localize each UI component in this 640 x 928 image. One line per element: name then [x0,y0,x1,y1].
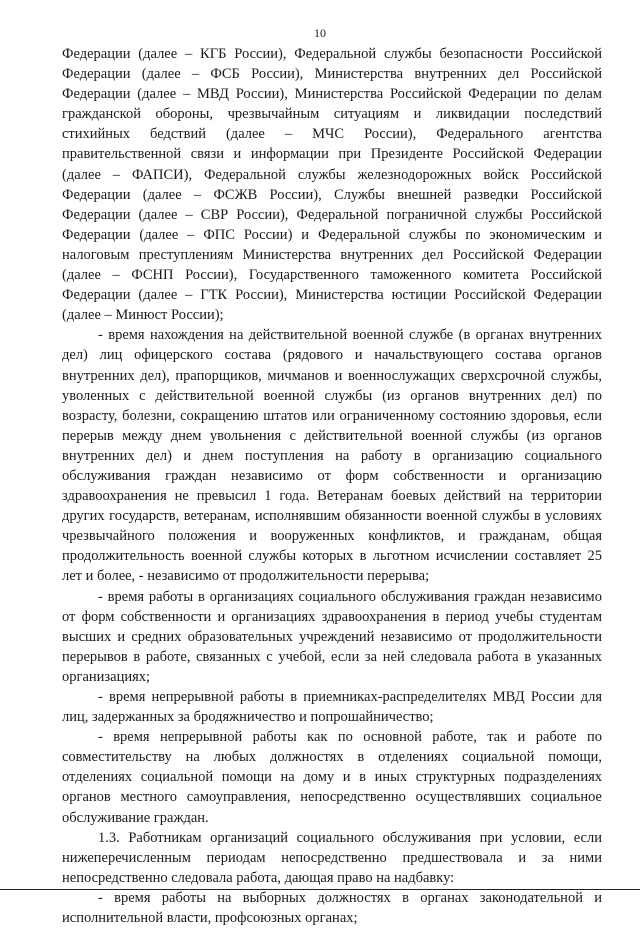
paragraph-elected-positions: - время работы на выборных должностях в органах законодательной и исполнительной власти, профсоюзных органах; [62,889,602,927]
paragraph-agencies-list: Федерации (далее – КГБ России), Федеральной службы безопасности Российской Федерации (далее – ФСБ России), Министерства внутренних дел Российской Федерации (далее – МВД России), Министерства Российской Федерации по делам гражданской обороны, чрезвычайным ситуациям и ликвидации последствий стихийных бедствий (далее – МЧС России), Федерального агентства правительственной связи и информации при Президенте Российской Федерации (далее – ФАПСИ), Федеральной службы железнодорожных войск Российской Федерации (далее – ФСЖВ России), Службы внешней разведки Российской Федерации (далее – СВР России), Федеральной пограничной службы Российской Федерации (далее – ФПС России) и Федеральной службы по экономическим и налоговым преступлениям Министерства внутренних дел Российской Федерации (далее – ФСНП России), Государственного таможенного комитета Российской Федерации (далее – ГТК России), Министерства юстиции Российской Федерации (далее – Минюст России); [62,46,602,324]
bottom-divider [0,889,640,890]
page-number: 10 [314,26,326,40]
paragraph-section-1-3: 1.3. Работникам организаций социального обслуживания при условии, если нижеперечисленным периодам непосредственно предшествовала и за ними непосредственно следовала работа, дающая право на надбавку: [62,829,602,886]
paragraph-social-assistance: - время непрерывной работы как по основной работе, так и работе по совместительству на любых должностях в отделениях социальной помощи, отделениях социальной помощи на дому и в иных структурных подразделениях органов местного самоуправления, непосредственно осуществлявших социальное обслуживание граждан. [62,729,602,826]
paragraph-military-service: - время нахождения на действительной военной службе (в органах внутренних дел) лиц офицерского состава (рядового и начальствующего состава органов внутренних дел), прапорщиков, мичманов и военнослужащих сверхсрочной службы, уволенных с действительной военной службы (из органов внутренних дел) по возрасту, болезни, сокращению штатов или ограниченному состоянию здоровья, если перерыв между днем увольнения с действительной военной службы (из органов внутренних дел) и днем поступления на работу в организацию социального обслуживания граждан независимо от форм собственности и организацию здравоохранения не превысил 1 года. Ветеранам боевых действий на территории других государств, ветеранам, исполнявшим обязанности военной службы в условиях чрезвычайного положения и вооруженных конфликтов, и гражданам, общая продолжительность военной службы которых в льготном исчислении составляет 25 лет и более, - независимо от продолжительности перерыва; [62,327,602,585]
paragraph-student-work: - время работы в организациях социального обслуживания граждан независимо от форм собственности и организациях здравоохранения в период учебы студентам высших и средних образовательных учреждений независимо от продолжительности перерывов в работе, связанных с учебой, если за ней следовала работа в указанных организациях; [62,588,602,685]
paragraph-reception-centers: - время непрерывной работы в приемниках-распределителях МВД России для лиц, задержанных за бродяжничество и попрошайничество; [62,689,602,726]
document-body [62,44,602,928]
